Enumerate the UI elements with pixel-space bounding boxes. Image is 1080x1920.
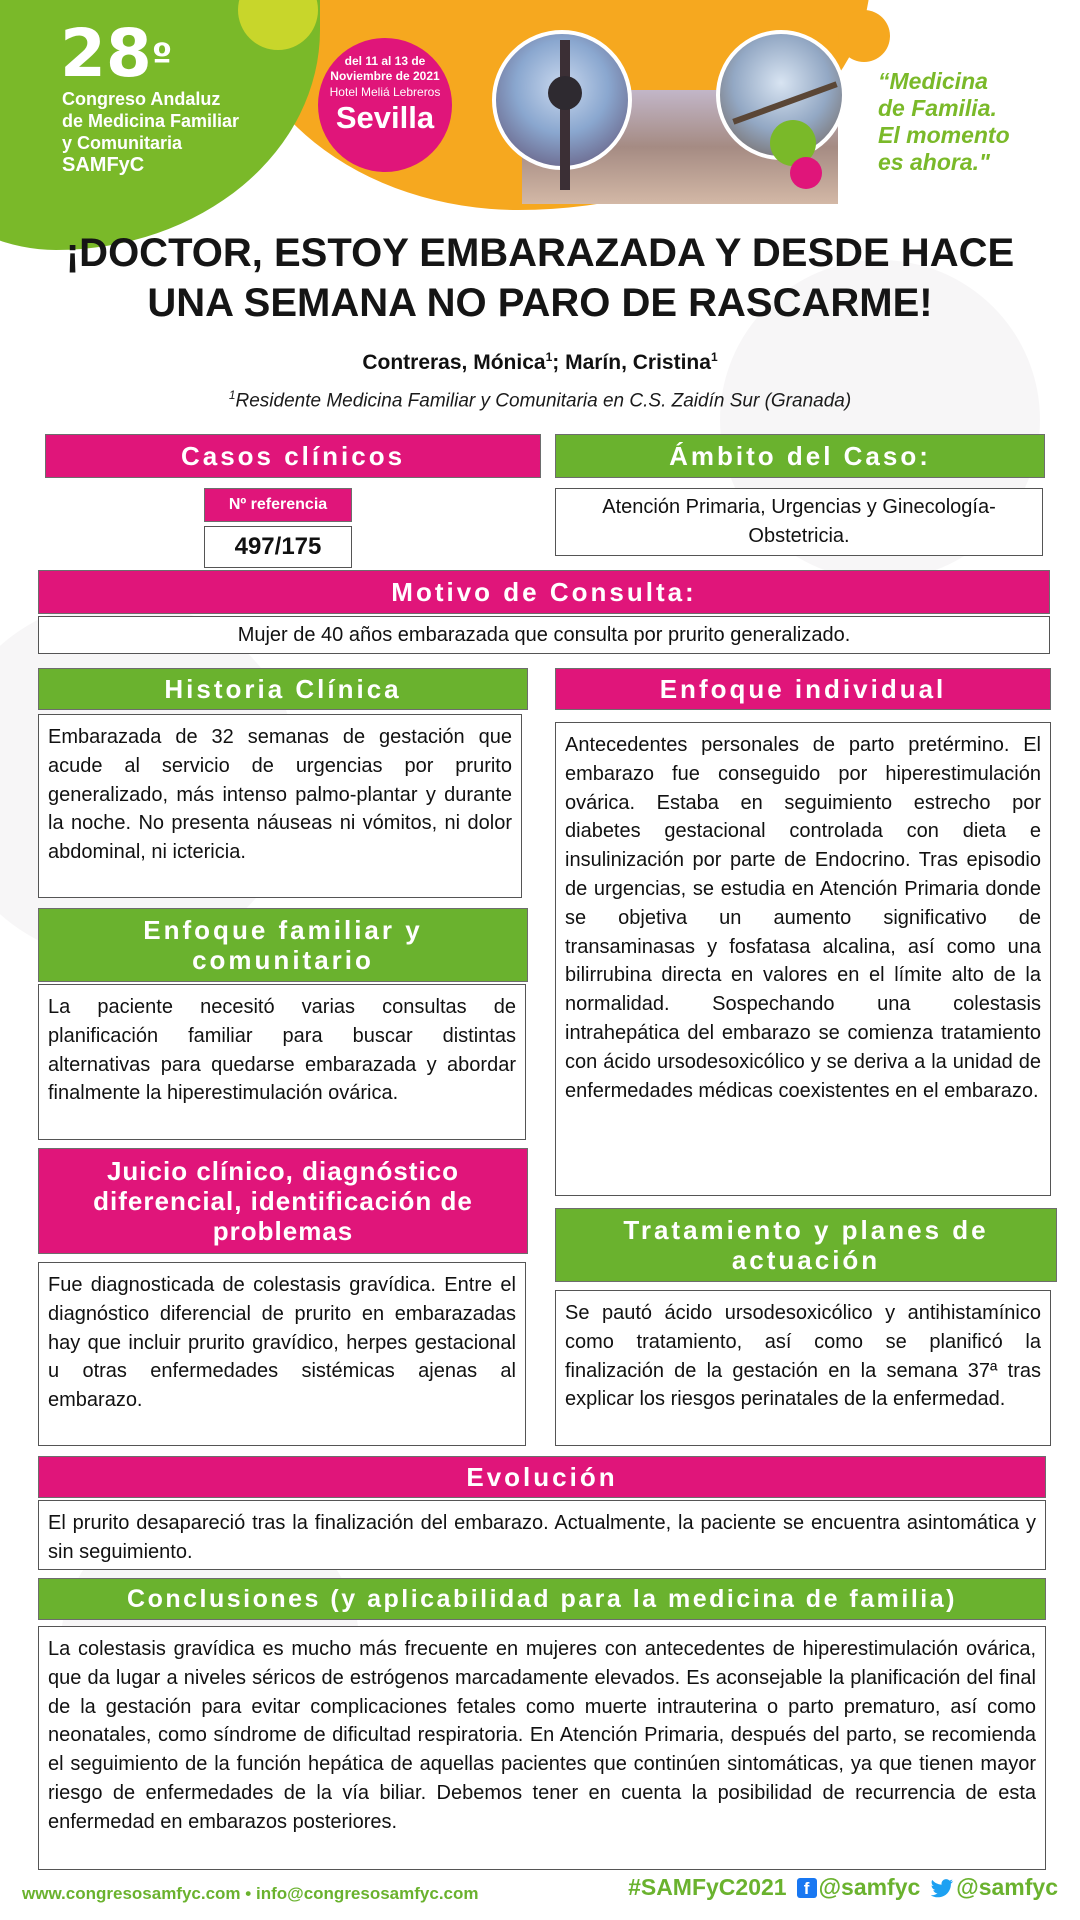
header-magenta-dot <box>790 157 822 189</box>
conclusiones-heading: Conclusiones (y aplicabilidad para la medicina de familia) <box>38 1578 1046 1620</box>
juicio-heading: Juicio clínico, diagnóstico diferencial, identificación de problemas <box>38 1148 528 1254</box>
footer-social <box>628 1874 1058 1901</box>
reference-number: 497/175 <box>204 526 352 568</box>
familiar-text: La paciente necesitó varias consultas de planificación familiar para buscar distintas alternativas para quedarse embarazada y abordar finalmente la hiperestimulación ovárica. <box>38 984 526 1140</box>
affiliation: $^1$Residente Medicina Familiar y Comunitaria en C.S. Zaidín Sur (Granada) <box>228 388 852 412</box>
slogan: “Medicina de Familia. El momento es ahora." <box>878 68 1010 175</box>
motivo-text: Mujer de 40 años embarazada que consulta por prurito generalizado. <box>38 616 1050 654</box>
statue-figure <box>548 76 582 110</box>
familiar-heading: Enfoque familiar y comunitario <box>38 908 528 982</box>
facebook-icon: f <box>797 1878 817 1898</box>
evolucion-heading: Evolución <box>38 1456 1046 1498</box>
tratamiento-heading: Tratamiento y planes de actuación <box>555 1208 1057 1282</box>
organizer-name: SAMFyC <box>62 154 145 176</box>
individual-text: Antecedentes personales de parto pretérmino. El embarazo fue conseguido por hiperestimulación ovárica. Estaba en seguimiento estrecho por diabetes gestacional controlada con dieta e insulinización por parte de Endocrino. Tras episodio de urgencias, se estudia en Atención Primaria donde se objetiva un aumento significativo de transaminasas y fosfatasa alcalina, así como una bilirrubina directa en valores en el límite alto de la normalidad. Sospechando una colestasis intrahepática del embarazo se comienza tratamiento con ácido ursodesoxicólico y se deriva a la unidad de enfermedades médicas coexistentes en el embarazo. <box>555 722 1051 1196</box>
hashtag: #SAMFyC2021 <box>628 1874 787 1900</box>
casos-clinicos-heading: Casos clínicos <box>45 434 541 478</box>
evolucion-text: El prurito desapareció tras la finalización del embarazo. Actualmente, la paciente se encuentra asintomática y sin seguimiento. <box>38 1500 1046 1570</box>
facebook-handle[interactable]: @samfyc <box>818 1874 921 1900</box>
congress-name: Congreso Andaluz de Medicina Familiar y Comunitaria SAMFyC <box>62 88 292 176</box>
twitter-icon <box>930 1878 954 1898</box>
tratamiento-text: Se pautó ácido ursodesoxicólico y antihistamínico como tratamiento, así como se planificó la finalización de la gestación en la semana 37ª tras explicar los riesgos perinatales de la enfermedad. <box>555 1290 1051 1446</box>
individual-heading: Enfoque individual <box>555 668 1051 710</box>
motivo-heading: Motivo de Consulta: <box>38 570 1050 614</box>
ambito-text: Atención Primaria, Urgencias y Ginecología-Obstetricia. <box>555 488 1043 556</box>
footer-contact: www.congresosamfyc.com • info@congresosamfyc.com <box>22 1884 479 1903</box>
authors: Contreras, Mónica$^1$; Marín, Cristina$^1$ <box>362 350 718 374</box>
twitter-handle[interactable]: @samfyc <box>956 1874 1058 1900</box>
ambito-heading: Ámbito del Caso: <box>555 434 1045 478</box>
reference-label: Nº referencia <box>204 488 352 522</box>
poster-title: ¡DOCTOR, ESTOY EMBARAZADA Y DESDE HACE UNA SEMANA NO PARO DE RASCARME! <box>65 231 1015 325</box>
header-orange-dot <box>838 10 890 62</box>
date-badge: del 11 al 13 de Noviembre de 2021 Hotel Meliá Lebreros Sevilla <box>318 38 452 172</box>
juicio-text: Fue diagnosticada de colestasis gravídica. Entre el diagnóstico diferencial de prurito en embarazadas hay que incluir prurito gravídico, herpes gestacional u otras enfermedades sistémicas ajenas al embarazo. <box>38 1262 526 1446</box>
historia-text: Embarazada de 32 semanas de gestación que acude al servicio de urgencias por prurito generalizado, más intenso palmo-plantar y durante la noche. No presenta náuseas ni vómitos, ni dolor abdominal, ni ictericia. <box>38 714 522 898</box>
website-link[interactable]: www.congresosamfyc.com <box>22 1884 241 1903</box>
conclusiones-text: La colestasis gravídica es mucho más frecuente en mujeres con antecedentes de hiperestimulación ovárica, que da lugar a niveles séricos de estrógenos marcadamente elevados. Es aconsejable la planificación del final de la gestación para evitar complicaciones fetales como muerte intrauterina o parto prematuro, así como neonatales, como síndrome de dificultad respiratoria. En Atención Primaria, después del parto, se recomienda el seguimiento de la función hepática de aquellas pacientes que continúen sintomáticas, ya que tienen mayor riesgo de enfermedades de la vía biliar. Debemos tener en cuenta la posibilidad de recurrencia de esta enfermedad en embarazos posteriores. <box>38 1626 1046 1870</box>
email-link[interactable]: info@congresosamfyc.com <box>255 1884 479 1903</box>
congress-edition: $28^º$ <box>60 15 173 92</box>
historia-heading: Historia Clínica <box>38 668 528 710</box>
statue-column <box>560 40 570 190</box>
